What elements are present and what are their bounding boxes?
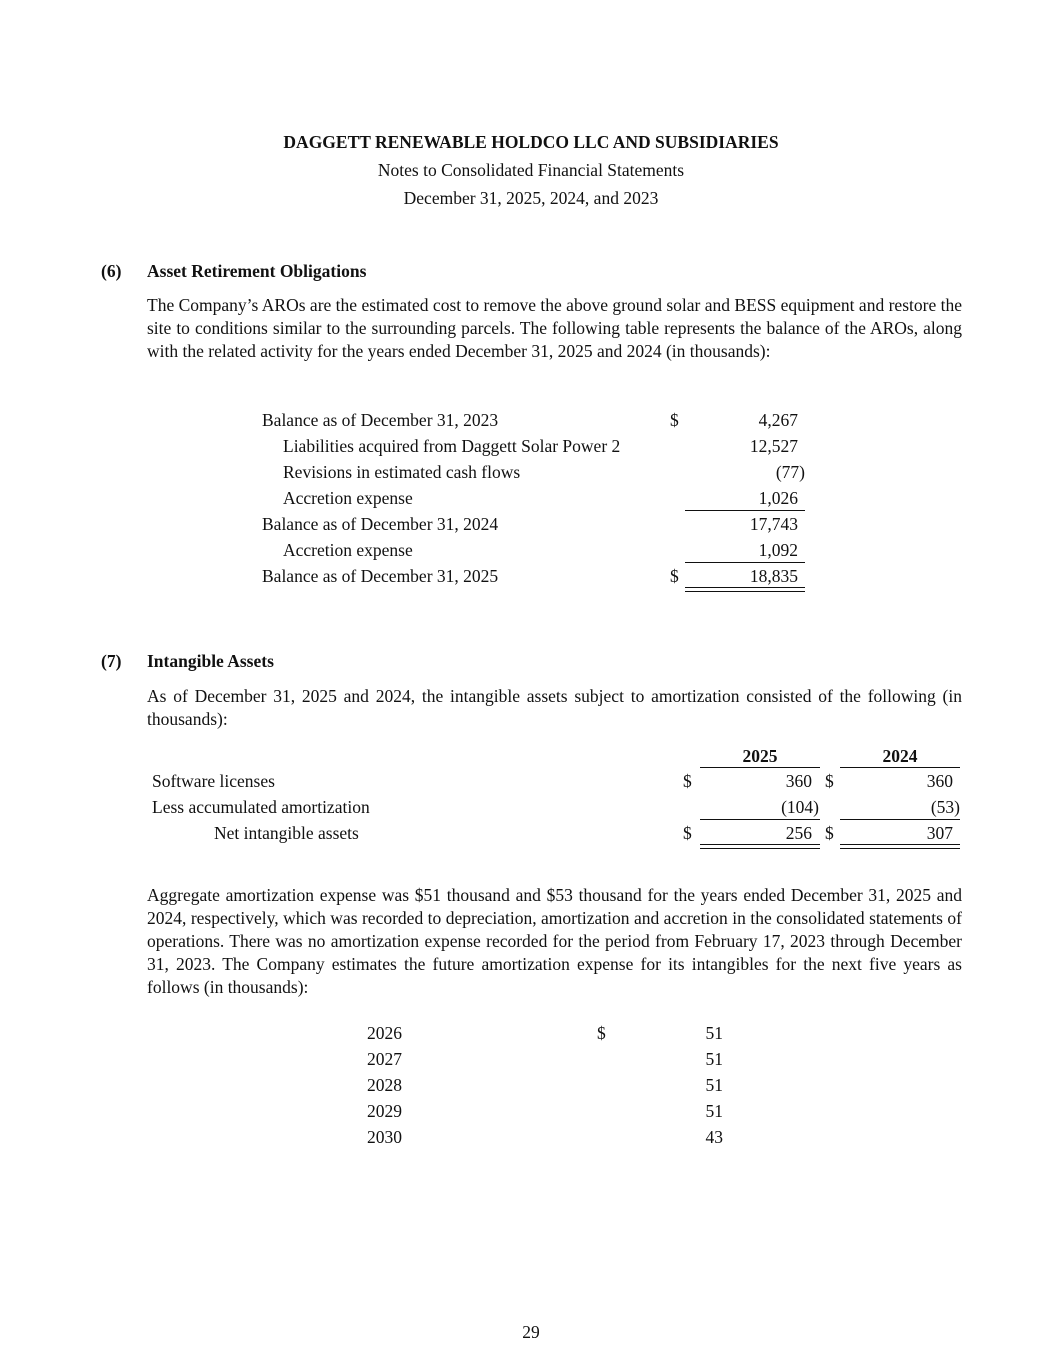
subtotal-rule bbox=[685, 510, 805, 511]
intangible-dollar-2024: $ bbox=[825, 823, 834, 843]
intangible-dollar-2025: $ bbox=[683, 771, 692, 791]
schedule-year: 2028 bbox=[367, 1075, 402, 1095]
aro-row-value: 1,026 bbox=[758, 488, 798, 508]
section-6-number: (6) bbox=[101, 261, 122, 281]
column-header-2025: 2025 bbox=[742, 746, 778, 766]
schedule-year: 2030 bbox=[367, 1127, 402, 1147]
total-double-rule bbox=[700, 844, 820, 849]
aro-row-label: Balance as of December 31, 2024 bbox=[262, 514, 499, 534]
aro-row-label: Balance as of December 31, 2025 bbox=[262, 566, 499, 586]
section-7-title: Intangible Assets bbox=[147, 651, 274, 671]
subtotal-rule bbox=[685, 562, 805, 563]
aro-row-label: Accretion expense bbox=[283, 540, 413, 560]
intangible-value-2025: 256 bbox=[785, 823, 812, 843]
intangible-row-label: Less accumulated amortization bbox=[152, 797, 370, 817]
intangible-value-2024: (53) bbox=[930, 797, 960, 817]
aro-row-label: Accretion expense bbox=[283, 488, 413, 508]
company-name: DAGGETT RENEWABLE HOLDCO LLC AND SUBSIDIARIES bbox=[283, 132, 779, 152]
aro-row-label: Revisions in estimated cash flows bbox=[283, 462, 521, 482]
intangible-value-2024: 360 bbox=[926, 771, 953, 791]
document-dates: December 31, 2025, 2024, and 2023 bbox=[403, 188, 659, 208]
intangible-value-2025: 360 bbox=[785, 771, 812, 791]
aro-row-value: 12,527 bbox=[749, 436, 798, 456]
aro-row-value: 1,092 bbox=[758, 540, 798, 560]
header-rule bbox=[700, 767, 820, 768]
aro-row-value: 4,267 bbox=[758, 410, 798, 430]
aro-row-value: 17,743 bbox=[749, 514, 798, 534]
column-header-2024: 2024 bbox=[882, 746, 918, 766]
schedule-value: 51 bbox=[705, 1101, 723, 1121]
intangible-dollar-2025: $ bbox=[683, 823, 692, 843]
aro-row-value: 18,835 bbox=[749, 566, 798, 586]
subtotal-rule bbox=[700, 819, 820, 820]
aro-row-dollar: $ bbox=[670, 566, 679, 586]
intangible-value-2024: 307 bbox=[926, 823, 953, 843]
document-subtitle: Notes to Consolidated Financial Statements bbox=[377, 160, 685, 180]
aro-row-label: Balance as of December 31, 2023 bbox=[262, 410, 499, 430]
schedule-value: 51 bbox=[705, 1049, 723, 1069]
section-6-title: Asset Retirement Obligations bbox=[147, 261, 367, 281]
header-rule bbox=[840, 767, 960, 768]
aro-row-value: (77) bbox=[775, 462, 805, 482]
total-double-rule bbox=[685, 587, 805, 592]
aro-row-dollar: $ bbox=[670, 410, 679, 430]
page-number: 29 bbox=[522, 1322, 540, 1342]
subtotal-rule bbox=[840, 819, 960, 820]
aro-row-label: Liabilities acquired from Daggett Solar Power 2 bbox=[283, 436, 621, 456]
section-6-paragraph: The Company’s AROs are the estimated cost to remove the above ground solar and BESS equipment and restore the site to conditions similar to the surrounding parcels. The following table represents the balance of the AROs, along with the related activity for the years ended December 31, 2025 and 2024 (in thousands): bbox=[147, 295, 962, 361]
schedule-year: 2027 bbox=[367, 1049, 402, 1069]
schedule-value: 43 bbox=[705, 1127, 723, 1147]
intangible-value-2025: (104) bbox=[781, 797, 819, 817]
total-double-rule bbox=[840, 844, 960, 849]
schedule-value: 51 bbox=[705, 1023, 723, 1043]
schedule-value: 51 bbox=[705, 1075, 723, 1095]
schedule-year: 2026 bbox=[367, 1023, 402, 1043]
schedule-dollar: $ bbox=[597, 1023, 606, 1043]
section-7-number: (7) bbox=[101, 651, 122, 671]
intangible-dollar-2024: $ bbox=[825, 771, 834, 791]
section-7-paragraph-1: As of December 31, 2025 and 2024, the intangible assets subject to amortization consisted of the following (in thousands): bbox=[147, 686, 962, 729]
intangible-row-label: Net intangible assets bbox=[214, 823, 359, 843]
schedule-year: 2029 bbox=[367, 1101, 402, 1121]
intangible-row-label: Software licenses bbox=[152, 771, 275, 791]
section-7-paragraph-2: Aggregate amortization expense was $51 thousand and $53 thousand for the years ended December 31, 2025 and 2024, respectively, which was recorded to depreciation, amortization and accretion in the consolidated statements of operations. There was no amortization expense recorded for the period from February 17, 2023 through December 31, 2023. The Company estimates the future amortization expense for its intangibles for the next five years as follows (in thousands): bbox=[147, 885, 962, 997]
